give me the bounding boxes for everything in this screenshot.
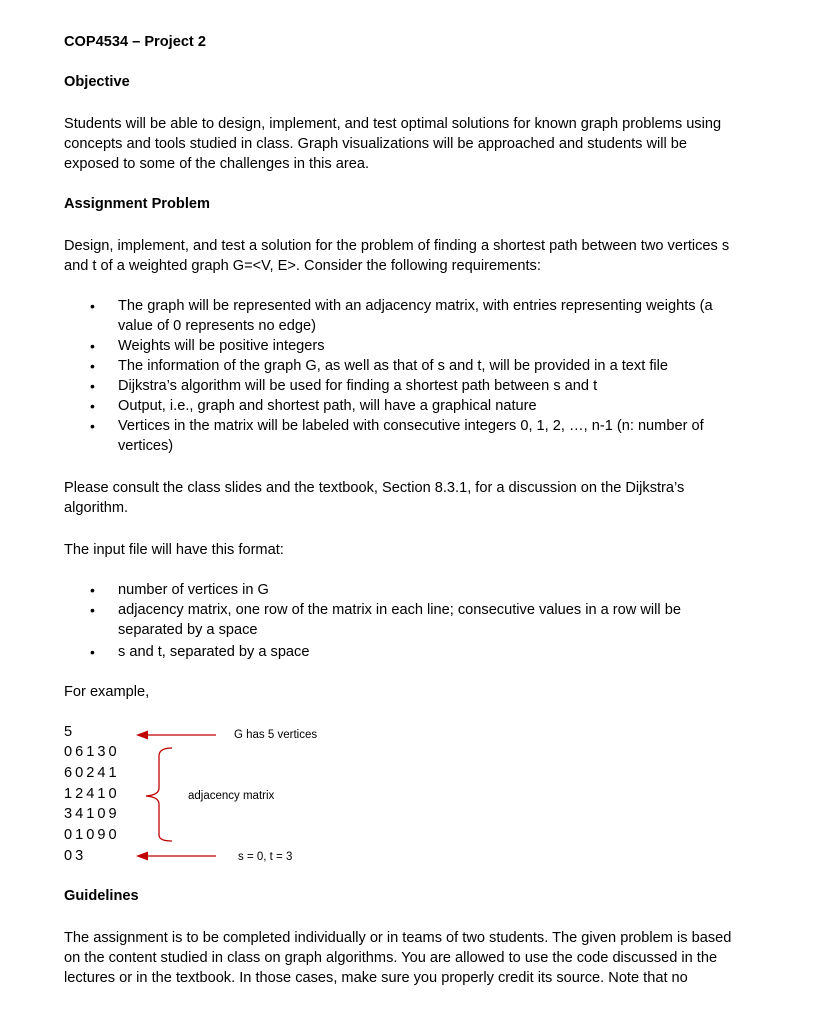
bullet-icon: • [90, 418, 95, 434]
example-line: 12410 [64, 786, 120, 802]
objective-line: concepts and tools studied in class. Graph visualizations will be approached and students will be [64, 136, 688, 152]
example-label: For example, [64, 684, 150, 700]
list-item: Vertices in the matrix will be labeled with consecutive integers 0, 1, 2, …, n-1 (n: number of [118, 418, 704, 434]
bullet-icon: • [90, 378, 95, 394]
bullet-icon: • [90, 644, 95, 660]
bullet-icon: • [90, 398, 95, 414]
example-line: 5 [64, 724, 76, 740]
bullet-icon: • [90, 338, 95, 354]
vertices-arrow-head [136, 731, 148, 740]
bullet-icon: • [90, 602, 95, 618]
list-item-continuation: value of 0 represents no edge) [118, 318, 316, 334]
list-item-continuation: separated by a space [118, 622, 258, 638]
bullet-icon: • [90, 582, 95, 598]
list-item: number of vertices in G [118, 582, 269, 598]
objective-line: exposed to some of the challenges in this area. [64, 156, 370, 172]
objective-line: Students will be able to design, implement, and test optimal solutions for known graph problems using [64, 116, 722, 132]
assignment-intro-line: Design, implement, and test a solution for the problem of finding a shortest path between two vertices s [64, 238, 730, 254]
list-item: Weights will be positive integers [118, 338, 325, 354]
consult-line: algorithm. [64, 500, 129, 516]
example-line: 03 [64, 848, 87, 864]
list-item: Output, i.e., graph and shortest path, will have a graphical nature [118, 398, 537, 414]
annotation-vertices: G has 5 vertices [234, 729, 318, 741]
bullet-icon: • [90, 358, 95, 374]
list-item: The information of the graph G, as well as that of s and t, will be provided in a text file [118, 358, 668, 374]
example-line: 34109 [64, 806, 120, 822]
annotation-matrix: adjacency matrix [188, 790, 275, 802]
guidelines-line: The assignment is to be completed individually or in teams of two students. The given problem is based [64, 930, 732, 946]
assignment-heading: Assignment Problem [64, 196, 210, 212]
guidelines-line: on the content studied in class on graph algorithms. You are allowed to use the code discussed in the [64, 950, 718, 966]
consult-line: Please consult the class slides and the textbook, Section 8.3.1, for a discussion on the Dijkstra’s [64, 480, 685, 496]
objective-heading: Objective [64, 74, 130, 90]
example-line: 06130 [64, 744, 120, 760]
list-item: The graph will be represented with an adjacency matrix, with entries representing weights (a [118, 298, 713, 314]
list-item-continuation: vertices) [118, 438, 174, 454]
format-intro: The input file will have this format: [64, 542, 284, 558]
example-line: 01090 [64, 827, 120, 843]
assignment-intro-line: and t of a weighted graph G=<V, E>. Consider the following requirements: [64, 258, 541, 274]
st-arrow-head [136, 852, 148, 861]
list-item: Dijkstra’s algorithm will be used for finding a shortest path between s and t [118, 378, 598, 394]
document-title: COP4534 – Project 2 [64, 34, 206, 50]
matrix-brace [146, 748, 172, 841]
annotation-st: s = 0, t = 3 [238, 851, 293, 863]
guidelines-line: lectures or in the textbook. In those cases, make sure you properly credit its source. Note that no [64, 970, 688, 986]
guidelines-heading: Guidelines [64, 888, 139, 904]
list-item: adjacency matrix, one row of the matrix in each line; consecutive values in a row will be [118, 602, 681, 618]
list-item: s and t, separated by a space [118, 644, 310, 660]
example-line: 60241 [64, 765, 120, 781]
bullet-icon: • [90, 298, 95, 314]
